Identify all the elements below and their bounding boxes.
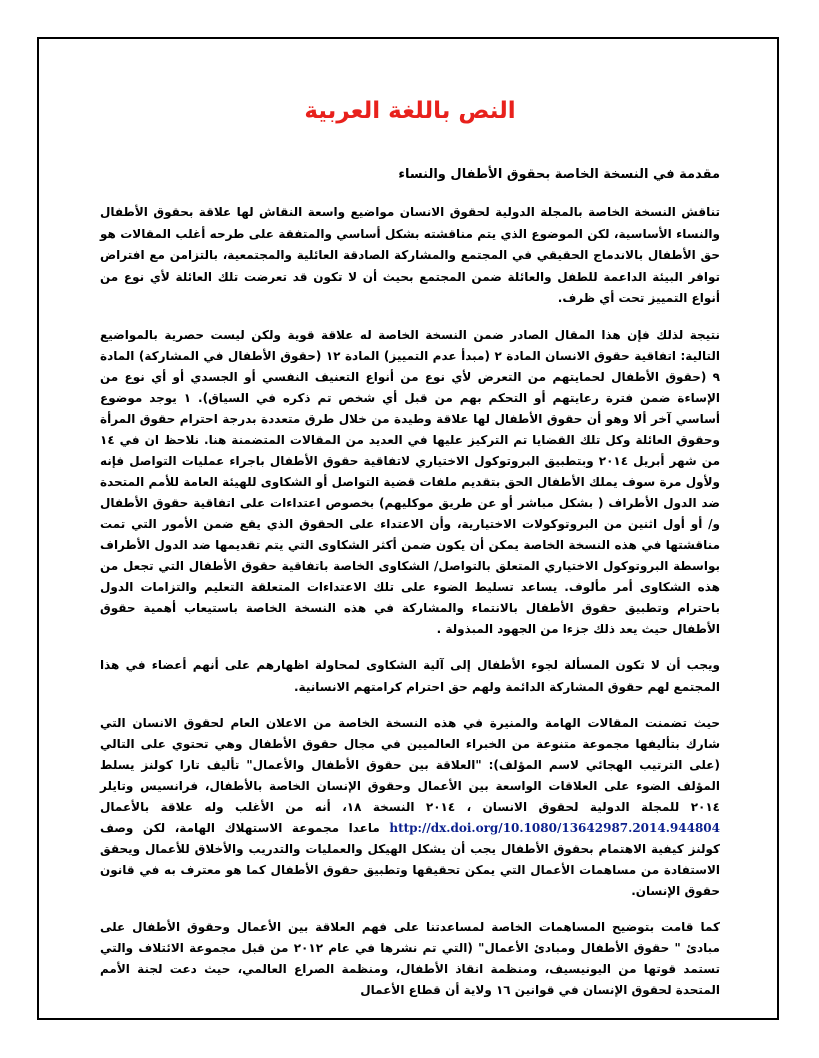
paragraph-1: تناقش النسخة الخاصة بالمجلة الدولية لحقوق الانسان مواضيع واسعة النقاش لها علاقة بحقوق الأطفال والنساء الأساسية، لكن الموضوع الذي يتم مناقشته بشكل أساسي والمتفقة على طرحه أغلب المقالات هو حق الأطفال بالاندماج الحقيقي في المجتمع والمشاركة الصادقة العائلية والمجتمعية، بالتزامن مع افتراض توافر البيئة الداعمة للطفل والعائلة ضمن المجتمع بحيث أن لا تكون قد تعرضت تلك العائلة لأي نوع من أنواع التمييز تحت أي ظرف. bbox=[100, 205, 720, 306]
paragraph-2: نتيجة لذلك فإن هذا المقال الصادر ضمن النسخة الخاصة له علاقة قوية ولكن ليست حصرية بالمواضيع التالية: اتفاقية حقوق الانسان المادة ٢ (مبدأ عدم التمييز) المادة ١٢ (حقوق الأطفال في المشاركة) المادة ٩ (حقوق الأطفال لحمايتهم من التعرض لأي نوع من أنواع التعنيف النفسي أو الجسدي أو أي نوع من الإساءة ضمن فترة رعايتهم أو التحكم بهم من قبل أي شخص تم ذكره في السياق). ١ يوجد موضوع أساسي آخر ألا وهو أن حقوق الأطفال لها علاقة وطيدة من خلال طرق متعددة بدرجة احترام حقوق المرأة وحقوق العائلة وكل تلك القضايا تم التركيز عليها في العديد من المقالات المتضمنة هنا. نلاحظ ان في ١٤ من شهر أبريل ٢٠١٤ وبتطبيق البروتوكول الاختياري لاتفاقية حقوق الأطفال باجراء عمليات التواصل فإنه ولأول مرة سوف يملك الأطفال الحق بتقديم ملفات قضية التواصل أو الشكاوى للهيئة العامة للأمم المتحدة ضد الدول الأطراف ( بشكل مباشر أو عن طريق موكليهم) بخصوص اعتداءات على اتفاقية حقوق الأطفال و/ أو أول اثنين من البروتوكولات الاختيارية، وأن الاعتداء على الحقوق الذي يقع ضمن الأمور التي تمت مناقشتها في هذه النسخة الخاصة يمكن أن يكون ضمن أكثر الشكاوى التي يتم تقديمها ضد الدول الأطراف بواسطة البروتوكول الاختياري المتعلق بالتواصل/ الشكاوى الخاصة باتفاقية حقوق الأطفال التي تجعل من هذه الشكاوى أمر مألوف. يساعد تسليط الضوء على تلك الاعتداءات المتعلقة التعليم والتزامات الدول باحترام وتطبيق حقوق الأطفال بالانتماء والمشاركة في هذه النسخة الخاصة باستيعاب أهمية حقوق الأطفال حيث يعد ذلك جزءا من الجهود المبذولة . bbox=[100, 327, 721, 636]
paragraph-4-text-before-link: حيث تضمنت المقالات الهامة والمنيرة في هذه النسخة الخاصة من الاعلان العام لحقوق الانسان التي شارك بتأليفها مجموعة متنوعة من الخبراء العالميين في مجال حقوق الأطفال وهي تحتوي على التالي (على الترتيب الهجائي لاسم المؤلف): "العلاقة بين حقوق الأطفال والأعمال" تأليف تارا كولنز يسلط المؤلف الضوء على العلاقات الواسعة بين الأعمال وحقوق الإنسان الخاصة بالأطفال، فرانسيس وتايلر ٢٠١٤ للمجلة الدولية لحقوق الانسان ، ٢٠١٤ النسخة ١٨، أنه من الأغلب وله علاقة بالأعمال bbox=[100, 716, 720, 815]
document-title: النص باللغة العربية bbox=[304, 98, 516, 124]
document-body bbox=[100, 96, 720, 1016]
section-heading: مقدمة في النسخة الخاصة بحقوق الأطفال والنساء bbox=[398, 167, 720, 182]
doi-link[interactable]: http://dx.doi.org/10.1080/13642987.2014.944804 bbox=[389, 821, 720, 836]
paragraph-4-text-after-link: ماعدا مجموعة الاستهلاك الهامة، لكن وصف كولنز كيفية الاهتمام بحقوق الأطفال يجب أن يشكل الهيكل والعمليات والتدريب والأخلاق للأعمال ويحقق الاستفادة من مساهمات الأعمال التي يمكن تحقيقها وتطبيق حقوق الأطفال كما هو معترف به في قانون حقوق الإنسان. bbox=[100, 821, 720, 899]
paragraph-5: كما قامت بتوضيح المساهمات الخاصة لمساعدتنا على فهم العلاقة بين الأعمال وحقوق الأطفال على مبادئ " حقوق الأطفال ومبادئ الأعمال" (التي تم نشرها في عام ٢٠١٢ من قبل مجموعة الائتلاف والتي تستمد قوتها من اليونيسيف، ومنظمة انقاذ الأطفال، ومنظمة الصراع العالمي، حيث دعت لجنة الأمم المتحدة لحقوق الإنسان في قوانين ١٦ ولاية أن قطاع الأعمال bbox=[100, 920, 720, 998]
paragraph-4 bbox=[100, 713, 720, 902]
paragraph-3: ويجب أن لا تكون المسألة لجوء الأطفال إلى آلية الشكاوى لمحاولة اظهارهم على أنهم أعضاء في هذا المجتمع لهم حقوق المشاركة الدائمة ولهم حق احترام كرامتهم الانسانية. bbox=[100, 657, 720, 694]
